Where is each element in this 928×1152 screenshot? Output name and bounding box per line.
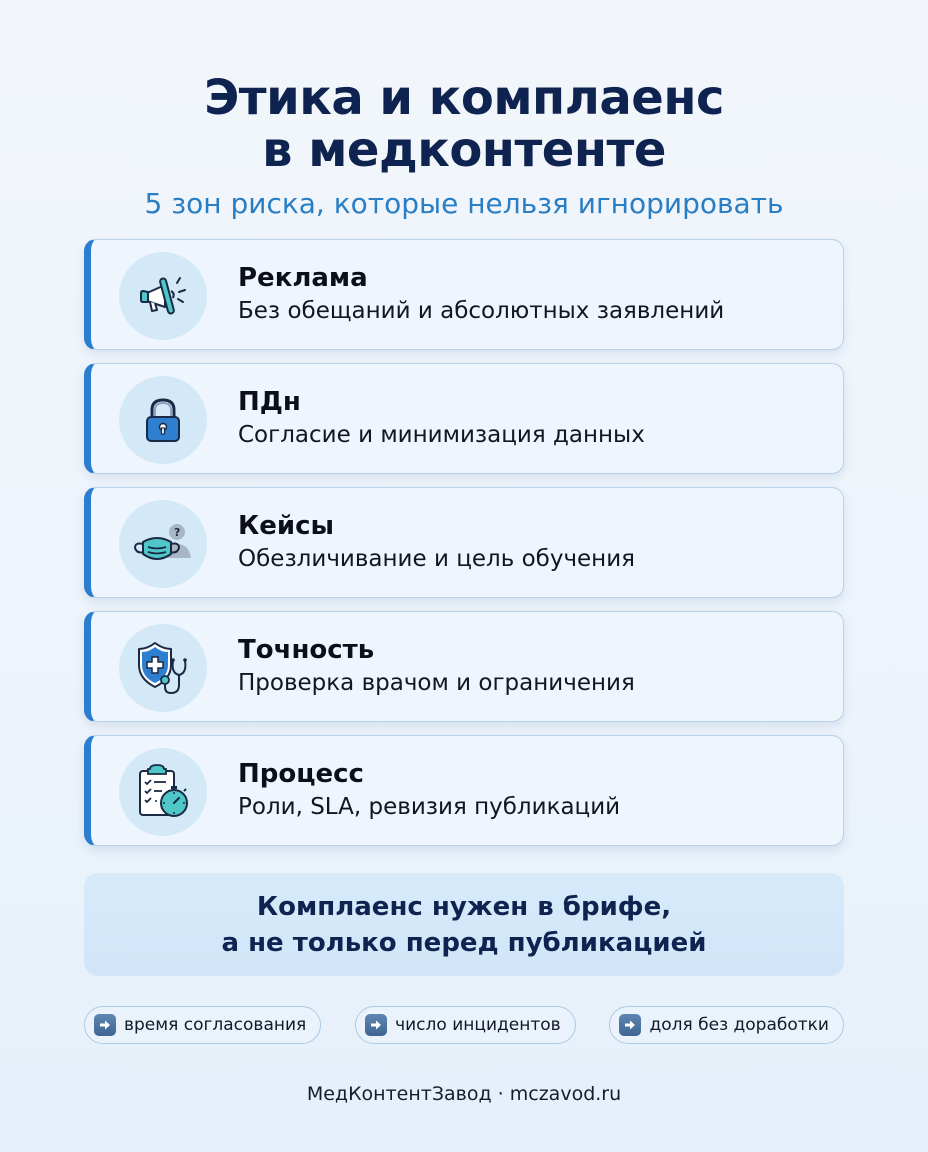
arrow-right-icon bbox=[94, 1014, 116, 1036]
arrow-right-icon bbox=[365, 1014, 387, 1036]
risk-description: Без обещаний и абсолютных заявлений bbox=[238, 298, 725, 324]
footer-brand: МедКонтентЗавод · mczavod.ru bbox=[306, 1083, 622, 1105]
risk-title: Кейсы bbox=[238, 511, 335, 541]
shield-stethoscope-icon bbox=[119, 624, 207, 712]
arrow-right-icon bbox=[619, 1014, 641, 1036]
metric-label: число инцидентов bbox=[395, 1015, 561, 1035]
subtitle: 5 зон риска, которые нельзя игнорировать bbox=[144, 187, 784, 220]
risk-zones-list bbox=[84, 239, 844, 859]
risk-card-cases bbox=[84, 487, 844, 598]
risk-description: Роли, SLA, ревизия публикаций bbox=[238, 794, 621, 820]
risk-title: Реклама bbox=[238, 263, 368, 293]
megaphone-icon bbox=[119, 252, 207, 340]
svg-text:?: ? bbox=[174, 526, 181, 539]
metrics-list bbox=[84, 1006, 844, 1044]
risk-title: ПДн bbox=[238, 387, 301, 417]
risk-card-process bbox=[84, 735, 844, 846]
metric-label: доля без доработки bbox=[649, 1015, 829, 1035]
padlock-icon bbox=[119, 376, 207, 464]
risk-description: Обезличивание и цель обучения bbox=[238, 546, 636, 572]
medical-mask-icon bbox=[119, 500, 207, 588]
risk-card-advertising bbox=[84, 239, 844, 350]
metric-chip bbox=[355, 1006, 576, 1044]
risk-card-accuracy bbox=[84, 611, 844, 722]
metric-chip bbox=[84, 1006, 321, 1044]
key-message-banner bbox=[84, 873, 844, 976]
page-title bbox=[0, 72, 928, 176]
risk-card-personal-data bbox=[84, 363, 844, 474]
title-line-2: в медконтенте bbox=[262, 122, 666, 178]
banner-line-2: а не только перед публикацией bbox=[221, 927, 707, 958]
metric-label: время согласования bbox=[124, 1015, 307, 1035]
metric-chip bbox=[609, 1006, 844, 1044]
checklist-stopwatch-icon bbox=[119, 748, 207, 836]
risk-description: Согласие и минимизация данных bbox=[238, 422, 645, 448]
risk-description: Проверка врачом и ограничения bbox=[238, 670, 635, 696]
risk-title: Точность bbox=[238, 635, 375, 665]
risk-title: Процесс bbox=[238, 759, 364, 789]
title-line-1: Этика и комплаенс bbox=[204, 70, 724, 126]
banner-line-1: Комплаенс нужен в брифе, bbox=[256, 891, 672, 922]
